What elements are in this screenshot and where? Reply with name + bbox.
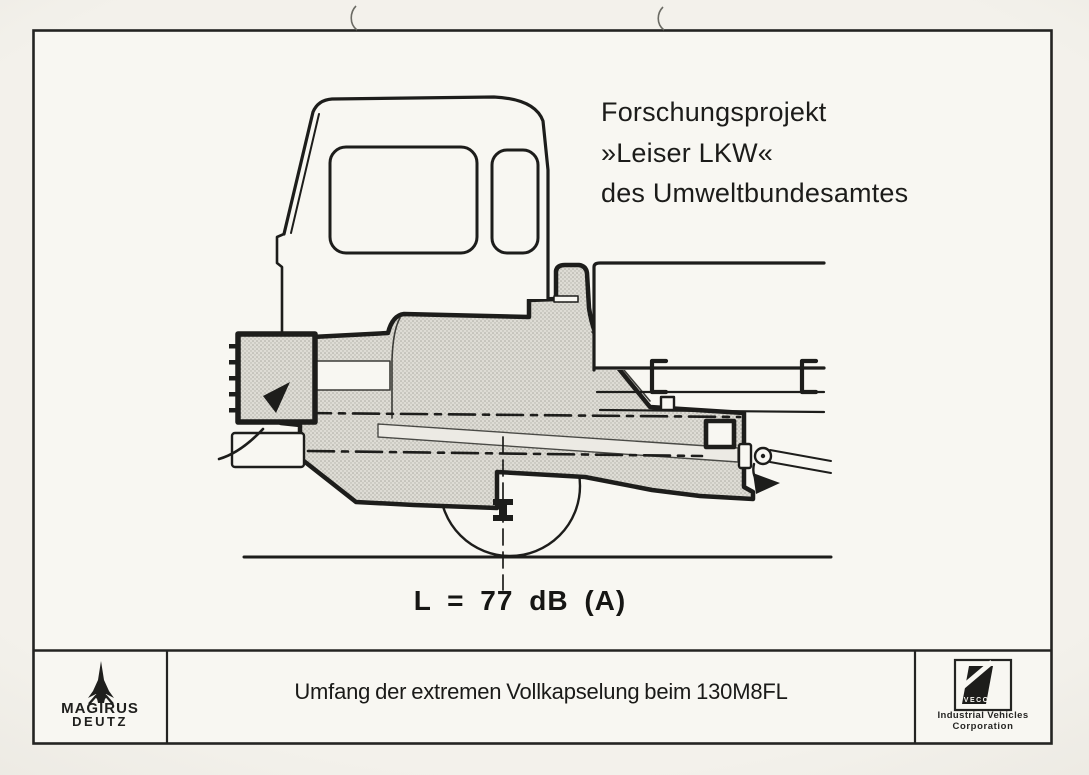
magirus-wordmark-line1: MAGIRUS [61,700,139,717]
project-note [601,92,908,214]
cab-door-window [492,150,538,253]
iveco-logo-text: IVECO [960,697,990,704]
project-note-line1: Forschungsprojekt [601,97,827,127]
iveco-subtitle-line1: Industrial Vehicles [937,710,1029,721]
film-curl-marks [351,6,664,30]
noise-level-label: L = 77 dB (A) [413,585,627,616]
iveco-wordmark [915,710,1051,732]
magirus-wordmark [33,702,167,728]
cab-side-window [330,147,477,253]
magirus-wordmark-line2: DEUTZ [72,714,128,729]
frame-tab [661,397,674,410]
iveco-logo-mark [955,660,1011,710]
chassis-rail-strip [314,361,390,390]
project-note-line3: des Umweltbundesamtes [601,178,909,208]
exhaust-flange [739,444,751,468]
front-bumper [232,433,304,467]
capsule-vent-slot [554,296,578,302]
iveco-subtitle-line2: Corporation [952,721,1014,732]
project-note-line2: »Leiser LKW« [601,137,773,168]
slide-caption: Umfang der extremen Vollkapselung beim 130M8FL [294,679,788,704]
air-intake-box [229,334,315,422]
